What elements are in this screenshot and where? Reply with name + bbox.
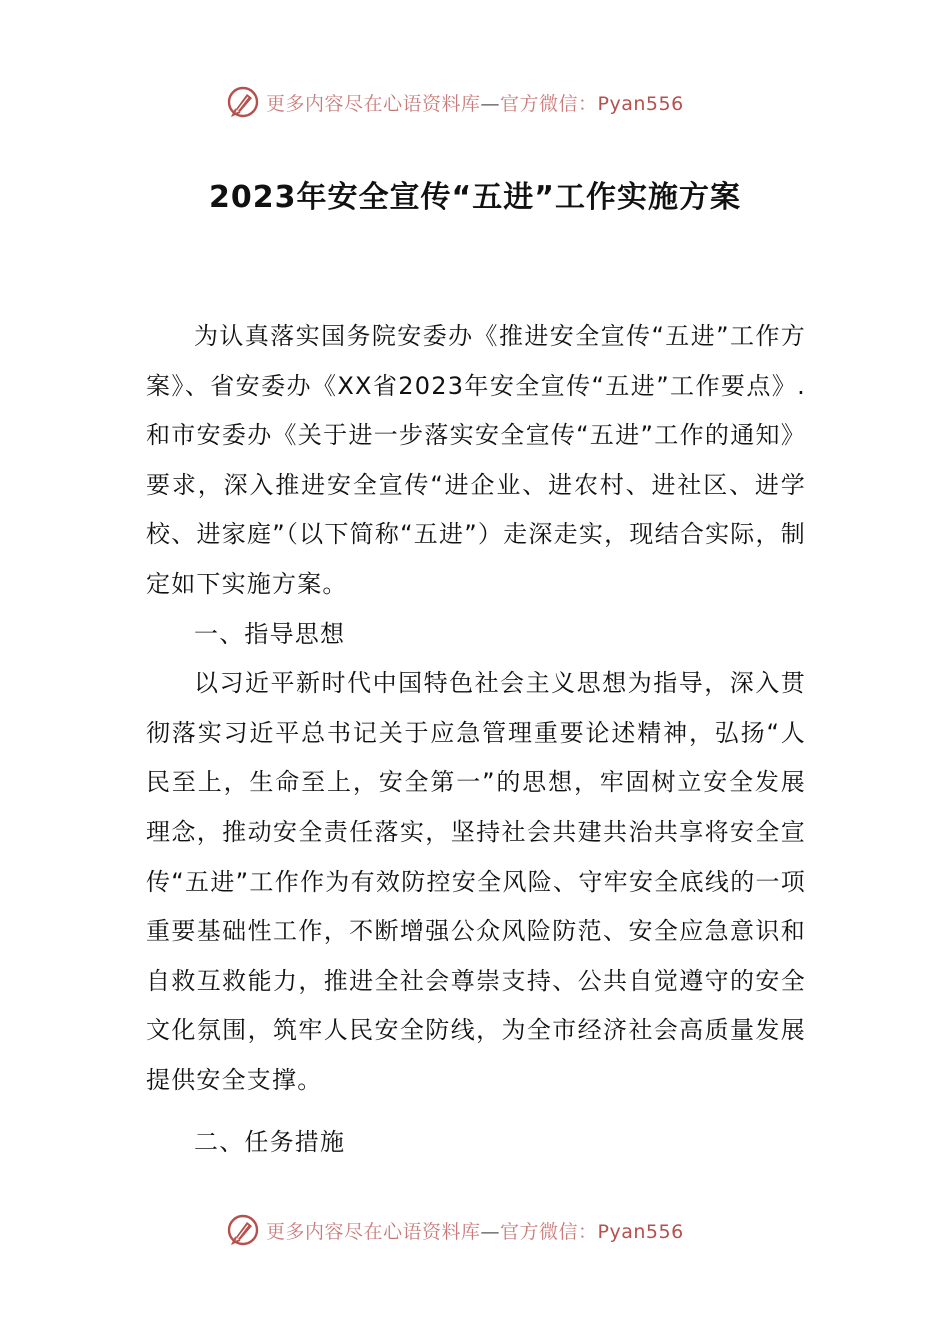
intro-paragraph: 为认真落实国务院安委办《推进安全宣传“五进”工作方案》、省安委办《XX省2023年安全宣传“五进”工作要点》.和市安委办《关于进一步落实安全宣传“五进”工作的通知》要求，深入推进安全宣传“进企业、进农村、进社区、进学校、进家庭”（以下简称“五进”）走深走实，现结合实际，制定如下实施方案。 xyxy=(146,322,806,598)
document-title: 2023年安全宣传“五进”工作实施方案 xyxy=(209,180,741,215)
watermark-separator: — xyxy=(480,92,501,115)
watermark-account: Pyan556 xyxy=(597,92,684,115)
pen-nib-circle-icon xyxy=(226,85,260,119)
watermark-main-text: 更多内容尽在心语资料库 xyxy=(266,92,481,115)
section-heading-guiding-ideology: 一、指导思想 xyxy=(194,619,346,648)
guiding-ideology-paragraph: 以习近平新时代中国特色社会主义思想为指导，深入贯彻落实习近平总书记关于应急管理重要论述精神，弘扬“人民至上，生命至上，安全第一”的思想，牢固树立安全发展理念，推动安全责任落实，坚持社会共建共治共享将安全宣传“五进”工作作为有效防控安全风险、守牢安全底线的一项重要基础性工作，不断增强公众风险防范、安全应急意识和自救互救能力，推进全社会尊崇支持、公共自觉遵守的安全文化氛围，筑牢人民安全防线，为全市经济社会高质量发展提供安全支撑。 xyxy=(146,669,806,1094)
section-heading-task-measures: 二、任务措施 xyxy=(194,1127,346,1156)
footer-watermark xyxy=(226,1210,684,1250)
watermark-text xyxy=(266,89,684,116)
watermark-contact-label: 官方微信： xyxy=(500,92,598,115)
watermark-contact-label: 官方微信： xyxy=(500,1220,598,1243)
pen-nib-circle-icon xyxy=(226,1213,260,1247)
document-body xyxy=(146,312,806,1167)
watermark-main-text: 更多内容尽在心语资料库 xyxy=(266,1220,481,1243)
watermark-separator: — xyxy=(480,1220,501,1243)
header-watermark xyxy=(226,82,684,122)
watermark-account: Pyan556 xyxy=(597,1220,684,1243)
watermark-text xyxy=(266,1217,684,1244)
